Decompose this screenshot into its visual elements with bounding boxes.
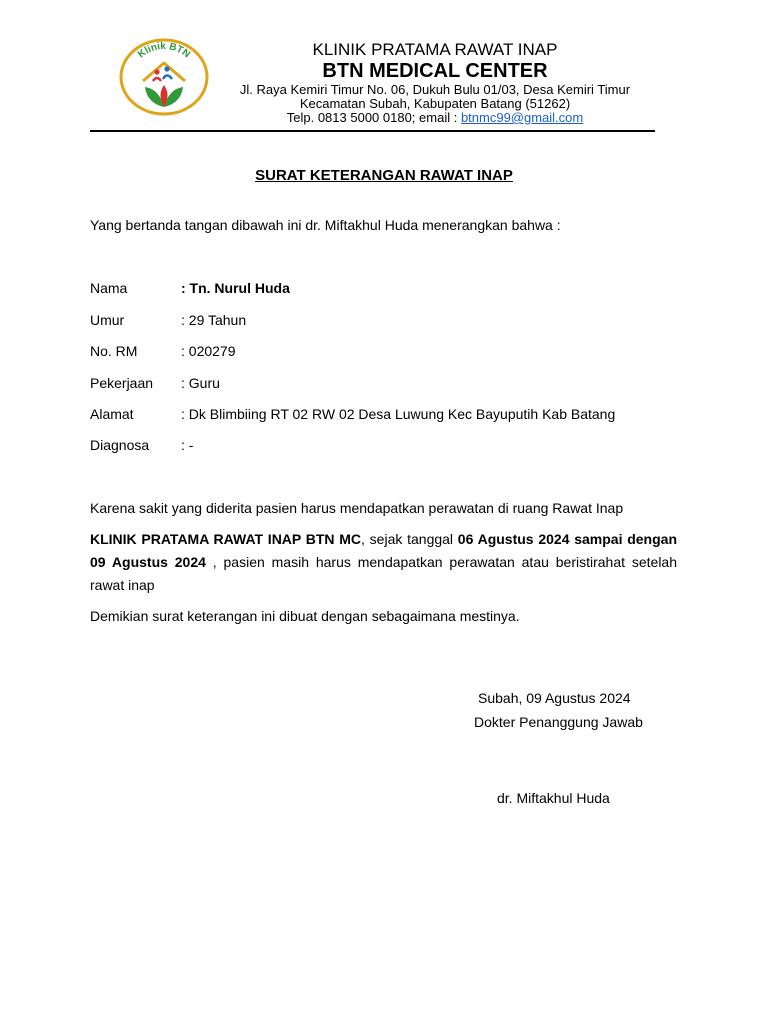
paragraph-period — [90, 528, 677, 597]
field-value-nama: : Tn. Nurul Huda — [181, 280, 290, 296]
period-rest: , pasien masih harus mendapatkan perawatan atau beristirahat setelah rawat inap — [90, 554, 677, 593]
field-value-diagnosa: : - — [181, 437, 194, 453]
address-line-2: Kecamatan Subah, Kabupaten Batang (51262) — [299, 96, 571, 111]
field-label-diagnosa: Diagnosa — [90, 437, 150, 453]
field-value-alamat: : Dk Blimbiing RT 02 RW 02 Desa Luwung Kec Bayuputih Kab Batang — [181, 406, 616, 422]
paragraph-reason: Karena sakit yang diderita pasien harus mendapatkan perawatan di ruang Rawat Inap — [90, 500, 624, 516]
field-label-no-rm: No. RM — [90, 343, 138, 359]
signature-place-date: Subah, 09 Agustus 2024 — [478, 690, 631, 706]
clinic-name: BTN MEDICAL CENTER — [322, 60, 548, 82]
field-label-alamat: Alamat — [90, 406, 134, 422]
clinic-type: KLINIK PRATAMA RAWAT INAP — [312, 40, 558, 59]
signature-role: Dokter Penanggung Jawab — [474, 714, 643, 730]
clinic-short-name: KLINIK PRATAMA RAWAT INAP BTN MC — [90, 531, 362, 547]
document-title: SURAT KETERANGAN RAWAT INAP — [255, 167, 513, 184]
header-divider — [90, 130, 655, 132]
contact-line — [210, 110, 660, 125]
field-label-umur: Umur — [90, 312, 125, 328]
logo-text: Klinik BTN — [136, 40, 192, 61]
intro-text: Yang bertanda tangan dibawah ini dr. Miftakhul Huda menerangkan bahwa : — [90, 217, 561, 233]
signature-name: dr. Miftakhul Huda — [497, 790, 610, 806]
field-value-no-rm: : 020279 — [181, 343, 236, 359]
contact-prefix: Telp. 0813 5000 0180; email : — [286, 110, 461, 125]
address-line-1: Jl. Raya Kemiri Timur No. 06, Dukuh Bulu 01/03, Desa Kemiri Timur — [239, 82, 631, 97]
field-value-umur: : 29 Tahun — [181, 312, 247, 328]
field-label-pekerjaan: Pekerjaan — [90, 375, 154, 391]
period-connector: , sejak tanggal — [361, 531, 458, 547]
email-link[interactable]: btnmc99@gmail.com — [460, 110, 584, 125]
field-value-pekerjaan: : Guru — [181, 375, 220, 391]
period-dates: 06 Agustus 2024 sampai dengan 09 Agustus 2024 — [90, 531, 678, 570]
paragraph-closing: Demikian surat keterangan ini dibuat dengan sebagaimana mestinya. — [90, 608, 520, 624]
clinic-logo — [119, 37, 209, 117]
field-label-nama: Nama — [90, 280, 128, 296]
